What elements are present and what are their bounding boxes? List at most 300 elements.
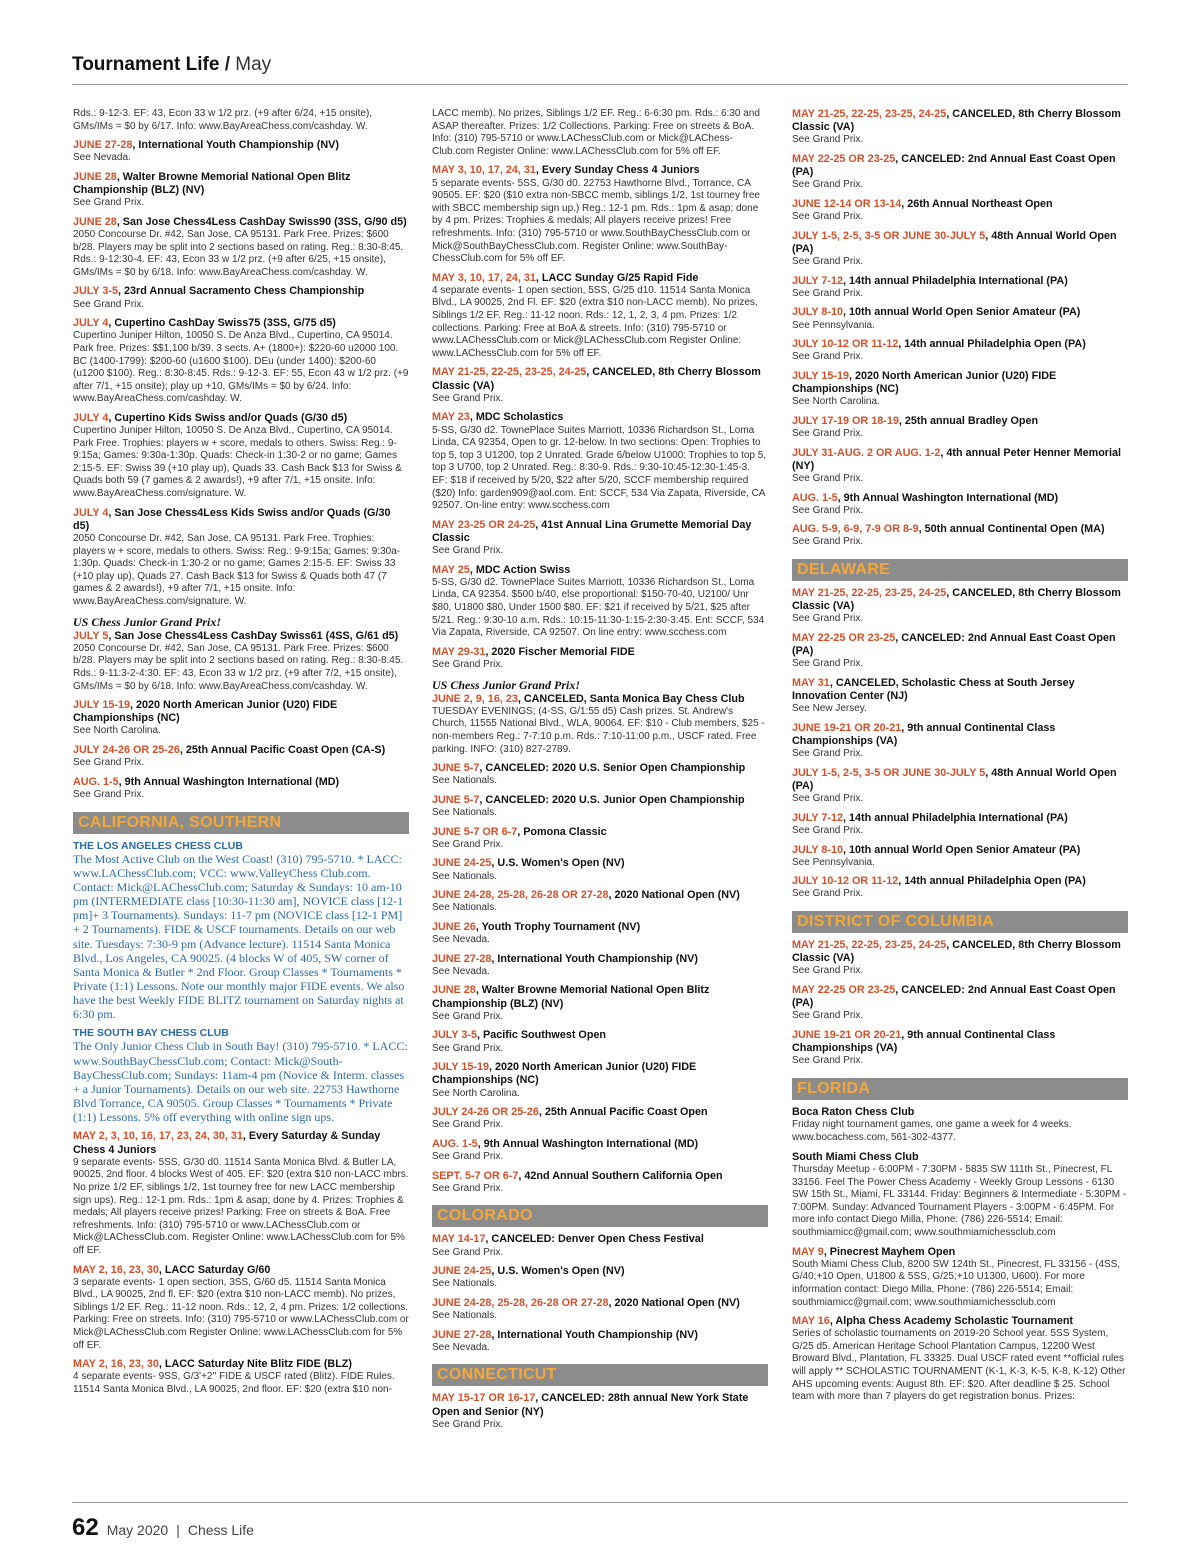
entry-title: [73, 744, 409, 757]
tournament-entry: [792, 1029, 1128, 1068]
entry-date: JUNE 5-7 OR 6-7: [432, 825, 518, 838]
entry-name: , Youth Trophy Tournament (NV): [475, 920, 641, 933]
entry-date: JULY 31-AUG. 2 OR AUG. 1-2: [792, 446, 941, 459]
entry-body: 4 separate events- 9SS, G/3'+2'' FIDE & USCF rated (Blitz). FIDE Rules. 11514 Santa Monica Blvd., LA 90025, 2nd floor. EF: $20 (extra $10 non-: [73, 1371, 395, 1395]
entry-date: MAY 31: [792, 676, 830, 689]
entry-date: JUNE 24-25: [432, 857, 492, 870]
entry-body: See Grand Prix.: [792, 472, 864, 484]
entry-name: , 2020 North American Junior (U20) FIDE Championships (NC): [792, 369, 1057, 396]
entry-body: See Pennsylvania.: [792, 856, 875, 868]
entry-name: , 9th Annual Washington International (MD): [118, 775, 340, 788]
entry-name: , CANCELED, 8th Cherry Blossom Classic (VA): [792, 108, 1121, 134]
grand-prix-label: US Chess Junior Grand Prix!: [73, 614, 222, 629]
entry-date: MAY 22-25 OR 23-25: [792, 631, 896, 644]
tournament-entry: [432, 1392, 768, 1431]
entry-date: JULY 15-19: [792, 369, 850, 382]
tournament-entry: [792, 1315, 1128, 1404]
column-3: [792, 108, 1128, 1492]
entry-date: JULY 10-12 OR 11-12: [792, 338, 899, 351]
entry-title: [432, 1170, 768, 1183]
entry-date: MAY 2, 16, 23, 30: [73, 1358, 159, 1371]
entry-title: [432, 762, 768, 775]
entry-date: JULY 24-26 OR 25-26: [73, 744, 180, 757]
entry-date: MAY 29-31: [432, 645, 486, 658]
entry-name: , CANCELED: 2nd Annual East Coast Open (PA): [792, 631, 1116, 658]
tournament-entry: [432, 646, 768, 672]
entry-title: [73, 776, 409, 789]
entry-name: , LACC Saturday Nite Blitz FIDE (BLZ): [158, 1358, 352, 1371]
club-listing: [792, 1106, 1128, 1145]
entry-date: JULY 15-19: [73, 699, 131, 712]
tournament-entry: [432, 1329, 768, 1355]
entry-title: [792, 722, 1128, 748]
entry-title: [73, 412, 409, 425]
entry-body: See Grand Prix.: [792, 658, 864, 670]
entry-name: , CANCELED: 2020 U.S. Senior Open Championship: [479, 762, 746, 775]
entry-name: , 14th annual Philadelphia International (PA): [843, 811, 1068, 824]
tournament-entry: [432, 1029, 768, 1055]
club-name: South Miami Chess Club: [792, 1150, 919, 1163]
entry-name: , San Jose Chess4Less CashDay Swiss90 (3SS, G/90 d5): [116, 215, 407, 228]
tournament-entry: [73, 171, 409, 210]
entry-date: AUG. 1-5: [792, 491, 838, 504]
entry-date: JULY 4: [73, 317, 109, 330]
entry-date: JUNE 12-14 OR 13-14: [792, 197, 902, 210]
tournament-entry: [792, 984, 1128, 1023]
running-head: [72, 54, 271, 76]
entry-date: JUNE 26: [432, 920, 476, 933]
entry-date: SEPT. 5-7 OR 6-7: [432, 1169, 519, 1182]
entry-body: See Grand Prix.: [432, 1010, 504, 1022]
entry-title: [792, 198, 1128, 211]
entry-date: MAY 2, 16, 23, 30: [73, 1263, 159, 1276]
entry-body: See Grand Prix.: [432, 545, 504, 557]
entry-title: [432, 1061, 768, 1087]
entry-name: , CANCELED: 28th annual New York State Open and Senior (NY): [432, 1392, 749, 1418]
entry-body: See Nevada.: [432, 1341, 490, 1353]
entry-name: , 2020 North American Junior (U20) FIDE Championships (NC): [73, 699, 338, 725]
tournament-entry: [792, 632, 1128, 671]
club-name: THE SOUTH BAY CHESS CLUB: [73, 1027, 229, 1040]
entry-name: , CANCELED: 2nd Annual East Coast Open (PA): [792, 983, 1116, 1010]
entry-name: , 23rd Annual Sacramento Chess Championship: [118, 285, 365, 298]
entry-body: LACC memb). No prizes, Siblings 1/2 EF. Reg.: 6-6:30 pm. Rds.: 6:30 and ASAP thereafter. Prizes: 1/2 Collections. Parking: Free on streets & BoA. Info: (310) 795-5710 or www.LAChessClub.com or Mick@LAChess-Club.com Register Online: www.LAChessClub.com for 5% off EF.: [432, 108, 760, 157]
footer-rule: [72, 1502, 1128, 1503]
footer-separator: |: [176, 1522, 180, 1538]
tournament-entry: [792, 875, 1128, 901]
entry-date: AUG. 5-9, 6-9, 7-9 OR 8-9: [792, 523, 919, 536]
entry-body: See Grand Prix.: [792, 824, 864, 836]
entry-name: , International Youth Championship (NV): [491, 952, 698, 965]
tournament-entry: [792, 812, 1128, 838]
entry-title: [73, 699, 409, 725]
section-title: Tournament Life: [72, 54, 220, 75]
entry-body: See North Carolina.: [73, 725, 161, 737]
entry-title: [432, 857, 768, 870]
entry-title: [432, 366, 768, 392]
tournament-entry: [73, 1264, 409, 1353]
tournament-entry: [792, 198, 1128, 224]
entry-name: , 25th Annual Pacific Coast Open: [538, 1106, 708, 1119]
entry-name: , U.S. Women's Open (NV): [491, 857, 625, 870]
state-heading: DELAWARE: [792, 559, 1128, 581]
tournament-entry: [792, 844, 1128, 870]
entry-name: , 14th annual Philadelphia Open (PA): [898, 875, 1086, 888]
entry-body: See Grand Prix.: [73, 757, 145, 769]
entry-name: , CANCELED, Santa Monica Bay Chess Club: [517, 692, 745, 705]
entry-body: 2050 Concourse Dr. #42, San Jose, CA 95131. Park Free. Prizes: $600 b/28. Players may be split into 2 sections based on rating. Reg.: 8:30-8:45. Rds.: 9-11:3-2-4:30. EF: 43, Econ 33 w 1/2 prz. (+9 after 7/2, +15 onsite), GMs/IMs = $0 by 6/18. Info: www.BayAreaChess.com/cashday. W.: [73, 642, 404, 692]
entry-name: , 14th annual Philadelphia Open (PA): [898, 338, 1086, 351]
entry-body: See Nationals.: [432, 775, 498, 787]
state-heading: DISTRICT OF COLUMBIA: [792, 911, 1128, 933]
entry-title: [73, 1358, 409, 1371]
entry-body: See Nevada.: [432, 965, 490, 977]
entry-body: See Grand Prix.: [792, 965, 864, 977]
entry-body: See New Jersey.: [792, 703, 867, 715]
club-description: Friday night tournament games, one game a week for 4 weeks. www.bocachess.com, 561-302-4377.: [792, 1119, 1072, 1143]
entry-title: [432, 826, 768, 839]
entry-name: , 26th Annual Northeast Open: [901, 197, 1053, 210]
entry-title: [792, 275, 1128, 288]
entry-name: , 9th Annual Washington International (MD): [477, 1137, 699, 1150]
entry-title: [432, 164, 768, 177]
entry-body: See Grand Prix.: [792, 351, 864, 363]
entry-date: MAY 15-17 OR 16-17: [432, 1392, 536, 1405]
entry-title: [792, 812, 1128, 825]
tournament-entry: [792, 415, 1128, 441]
tournament-entry: [432, 1138, 768, 1164]
entry-title: [432, 889, 768, 902]
entry-name: , San Jose Chess4Less Kids Swiss and/or Quads (G/30 d5): [73, 506, 391, 532]
entry-name: , CANCELED: Denver Open Chess Festival: [485, 1233, 704, 1246]
entry-body: See North Carolina.: [432, 1087, 520, 1099]
entry-title: [792, 844, 1128, 857]
grand-prix-label: US Chess Junior Grand Prix!: [432, 677, 581, 692]
entry-date: AUG. 1-5: [73, 775, 119, 788]
entry-name: , 25th annual Bradley Open: [898, 414, 1039, 427]
footer: [72, 1514, 254, 1542]
entry-body: South Miami Chess Club, 8200 SW 124th St., Pinecrest, FL 33156 - (4SS, G/40;+10 Open, U1800 & 5SS, G/25;+10 U1300, U600). For more information contact: Diego Milla, Phone: (786) 226-5514; Email: southmiamicc@gmail.com; www.southmiamichessclub.com: [792, 1258, 1121, 1308]
entry-title: [73, 171, 409, 197]
entry-title: [432, 1106, 768, 1119]
tournament-entry: [792, 230, 1128, 269]
entry-title: [792, 677, 1128, 703]
entry-title: [792, 108, 1128, 134]
entry-date: JUNE 5-7: [432, 793, 480, 806]
entry-name: , U.S. Women's Open (NV): [491, 1265, 625, 1278]
entry-title: [792, 447, 1128, 473]
tournament-entry: [792, 677, 1128, 716]
entry-name: , 48th Annual World Open (PA): [792, 766, 1117, 792]
entry-body: Cupertino Juniper Hilton, 10050 S. De Anza Blvd., Cupertino, CA 95014. Park free. Prizes: $$1,100 b/39. 3 sects. A+ (1800+): $220-60 u2000 100. BC (1400-1799): $200-60 (u1600 $100). DEu (under 1400): $200-60 (u1200 $100). Reg.: 8:30-8:45. Rds.: 9-12-3. EF: 55, Econ 43 w 1/2 prz. (+9 after 7/1, +15 onsite); play up +10, GMs/IMs = $0 by 6/24. Info: www.BayAreaChess.com/cashday. W.: [73, 330, 409, 405]
entry-name: , Alpha Chess Academy Scholastic Tournament: [829, 1315, 1074, 1328]
entry-title: [73, 1264, 409, 1277]
column-1: [73, 108, 409, 1492]
tournament-entry: [432, 1061, 768, 1100]
entry-date: JULY 7-12: [792, 811, 844, 824]
entry-body: Cupertino Juniper Hilton, 10050 S. De Anza Blvd., Cupertino, CA 95014. Park Free. Trophies: players w + score, medals to others. Swiss: Reg.: 9-9:15a; Games: 9:30a-1:30p. Quads: Check-in 1:30-2 or no game; Games 2:15-5. EF: Swiss 39 (+10 play up), Quads 33. Cash Back $13 for Swiss & Quads both 59 (7 games & 2 awards!), +9 after 7/1, +15 onsite. Info: www.BayAreaChess.com/signature. W.: [73, 425, 402, 500]
tournament-entry: [792, 275, 1128, 301]
entry-name: , 41st Annual Lina Grumette Memorial Day Classic: [432, 518, 752, 544]
entry-date: JULY 17-19 OR 18-19: [792, 414, 899, 427]
entry-name: , 25th Annual Pacific Coast Open (CA-S): [179, 744, 386, 757]
tournament-entry: [432, 921, 768, 947]
entry-title: [792, 984, 1128, 1010]
tournament-entry: [432, 857, 768, 883]
entry-name: , LACC Saturday G/60: [158, 1263, 271, 1276]
entry-name: , LACC Sunday G/25 Rapid Fide: [535, 271, 699, 284]
tournament-entry: [792, 1246, 1128, 1310]
tournament-entry: [432, 794, 768, 820]
page-number: 62: [72, 1514, 99, 1541]
tournament-entry: [792, 108, 1128, 147]
entry-body: TUESDAY EVENINGS; (4-SS, G/1:55 d5) Cash prizes. St. Andrew's Church, 11555 National Blvd., WLA, 90064. EF: $10 - Club members, $25 - non-members Reg.: 7-7:10 p.m. Rds.: 7:10-11:00 p.m., USCF rated. Free parking. INFO: (310) 827-2789.: [432, 705, 765, 755]
entry-name: , CANCELED: 2nd Annual East Coast Open (PA): [792, 152, 1116, 179]
entry-name: , 10th annual World Open Senior Amateur (PA): [843, 843, 1081, 856]
tournament-entry: [73, 108, 409, 133]
tournament-entry: [432, 411, 768, 512]
entry-date: JUNE 24-25: [432, 1265, 492, 1278]
tournament-entry: [792, 939, 1128, 978]
entry-date: JUNE 19-21 OR 20-21: [792, 721, 902, 734]
entry-name: , MDC Scholastics: [469, 411, 564, 424]
tournament-entry: [432, 272, 768, 361]
state-heading: FLORIDA: [792, 1078, 1128, 1100]
entry-title: [792, 230, 1128, 256]
entry-body: 5-SS, G/30 d2. TownePlace Suites Marriott, 10336 Richardson St., Loma Linda, CA 92354, Open to gr. 12-below. In two sections: Open: Trophies to top 5, top 3 U1200, top 2 Unrated. Grade 6/below U1000: Trophies to top 5, top 3 U700, top 2 Unrated. Reg.: 8:30-9. Rds.: 9:30-10:45-12:30-1:45-3. EF: $18 if received by 5/20, $22 after 5/20, SCCF membership required ($20) Info: garden909@aol.com. Ent: SCCF, 534 Via Zapata, Riverside, CA 92507. On-line entry: www.scchess.com: [432, 424, 767, 512]
entry-body: See Grand Prix.: [432, 392, 504, 404]
tournament-entry: [432, 564, 768, 640]
state-heading: CALIFORNIA, SOUTHERN: [73, 812, 409, 834]
entry-title: [432, 953, 768, 966]
club-listing: [792, 1151, 1128, 1240]
entry-body: See Grand Prix.: [792, 1055, 864, 1067]
entry-body: See Grand Prix.: [432, 1042, 504, 1054]
column-2: [432, 108, 768, 1492]
entry-title: [73, 216, 409, 229]
entry-body: 5 separate events- 5SS, G/30 d0. 22753 Hawthorne Blvd., Torrance, CA 90505. EF: $20 ($10 extra non-SBCC memb, siblings 1/2, 1st tourney free with SBCC membership sign up.) Reg.: 12-1 pm. Rds.: 1pm & asap; done by 4 pm. Prizes: Trophies & medals; All players receive prizes! Free refreshments. Info: (310) 795-5710 or www.SouthBayChessClub.com or Mick@SouthBayChessClub.com. Register Online: www.SouthBay-ChessClub.com for 5% off EF.: [432, 177, 760, 265]
entry-date: MAY 21-25, 22-25, 23-25, 24-25: [792, 108, 947, 120]
entry-title: [73, 285, 409, 298]
entry-title: [432, 564, 768, 577]
tournament-entry: [73, 216, 409, 280]
entry-date: JUNE 27-28: [432, 1328, 492, 1341]
entry-title: [792, 415, 1128, 428]
tournament-entry: [792, 306, 1128, 332]
tournament-entry: [792, 370, 1128, 409]
entry-body: 9 separate events- 5SS, G/30 d0. 11514 Santa Monica Blvd. & Butler LA, 90025, 2nd floor. 4 blocks West of 405. EF: $20 (extra $10 non-LACC mbrs. No prize 1/2 EF, siblings 1/2, 1st tourney free for new LACC membership sign ups). Reg.: 12-1 pm. Rds.: 1pm & asap; done by 4. Prizes: Trophies & medals; All players receive prizes! Parking: Free on streets & BoA. Free refreshments. Info: (310) 795-5710 or www.LAChessClub.com or Mick@LAChessClub.com. Register Online: www.LAChessClub.com for 5% off EF.: [73, 1156, 409, 1256]
entry-title: [73, 630, 409, 643]
entry-body: 2050 Concourse Dr. #42, San Jose, CA 95131. Park Free. Trophies: players w + score, medals to others. Swiss: Reg.: 9-9:15a; Games: 9:30a-1:30p. Quads: Check-in 1:30-2 or no game; Games 2:15-5. EF: Swiss 33 (+10 play up), Quads 27. Cash Back $13 for Swiss & Quads both 47 (7 games & 2 awards!), +9 after 7/1, +15 onsite. Info: www.BayAreaChess.com/signature. W.: [73, 533, 401, 607]
entry-body: 2050 Concourse Dr. #42, San Jose, CA 95131. Park Free. Prizes: $600 b/28. Players may be split into 2 sections based on rating. Reg.: 8:30-8:45. Rds.: 9-12:30-4. EF: 43, Econ 33 w 1/2 prz. (+9 after 6/25, +15 onsite), GMs/IMs = $0 by 6/18. Info: www.BayAreaChess.com/cashday. W.: [73, 229, 404, 278]
entry-name: , CANCELED, 8th Cherry Blossom Classic (VA): [792, 939, 1121, 965]
tournament-entry: [432, 693, 768, 757]
entry-body: See Grand Prix.: [432, 838, 504, 850]
entry-name: , MDC Action Swiss: [469, 563, 571, 576]
entry-date: JULY 4: [73, 411, 109, 424]
entry-name: , 2020 North American Junior (U20) FIDE Championships (NC): [432, 1061, 697, 1087]
entry-title: [792, 1246, 1128, 1259]
entry-name: , 2020 National Open (NV): [608, 1296, 740, 1309]
entry-date: MAY 23: [432, 411, 470, 424]
entry-title: [432, 1029, 768, 1042]
club-description: The Most Active Club on the West Coast! (310) 795-5710. * LACC: www.LAChessClub.com; VCC: www.ValleyChess Club.com. Contact: Mick@LAChessClub.com; Saturday & Sundays: 10 am-10 pm (INTERMEDIATE class [10:30-11:30 am], NOVICE class [12-1 pm]+ 3 Tournaments). Sundays: 11-7 pm (NOVICE class [12-1 PM] + 2 Tournaments). FIDE & USCF tournaments. Details on our web site. Tuesdays: 7:30-9 pm (Advance lecture). 11514 Santa Monica Blvd., Los Angeles, CA 90025. (4 blocks W of 405, SW corner of Santa Monica & Butler * 2nd Floor. Group Classes * Tournaments * Private (1:1) Lessons. Note our monthly major FIDE events. We also have the best Weekly FIDE BLITZ tournament on Saturday nights at 6:30 pm.: [73, 851, 405, 1022]
tournament-entry: [432, 984, 768, 1023]
entry-name: , Walter Browne Memorial National Open Blitz Championship (BLZ) (NV): [432, 984, 710, 1010]
entry-body: See Grand Prix.: [432, 1151, 504, 1163]
entry-name: , 2020 National Open (NV): [608, 889, 740, 902]
club-name: THE LOS ANGELES CHESS CLUB: [73, 839, 243, 852]
entry-title: [432, 984, 768, 1010]
entry-title: [792, 939, 1128, 965]
entry-title: [792, 632, 1128, 658]
entry-date: MAY 21-25, 22-25, 23-25, 24-25: [792, 939, 947, 952]
entry-title: [792, 587, 1128, 613]
entry-body: 4 separate events- 1 open section, 5SS, G/25 d10. 11514 Santa Monica Blvd., LA 90025, 2nd Fl. EF: $20 (extra $10 non-LACC memb). No prizes, Siblings 1/2 EF. Reg.: 11-12 noon. Rds.: 12, 1, 2, 3, 4 pm. Prizes: 1/2 collections. Parking: Free at BoA & streets. Info: (310) 795-5710 or www.LAChessClub.com or Mick@LAChessClub.com Register Online: www.LAChessClub.com for 5% off EF.: [432, 284, 758, 359]
entry-title: [792, 1315, 1128, 1328]
entry-name: , Cupertino Kids Swiss and/or Quads (G/30 d5): [108, 411, 348, 424]
entry-name: , CANCELED, Scholastic Chess at South Jersey Innovation Center (NJ): [792, 676, 1075, 703]
tournament-entry: [432, 108, 768, 158]
entry-name: , Pinecrest Mayhem Open: [823, 1245, 956, 1258]
entry-body: See Grand Prix.: [792, 748, 864, 760]
entry-title: [432, 1297, 768, 1310]
tournament-entry: [792, 338, 1128, 364]
tournament-entry: [432, 889, 768, 915]
entry-body: See Grand Prix.: [432, 658, 504, 670]
state-heading: COLORADO: [432, 1205, 768, 1227]
entry-body: See Nationals.: [432, 1278, 498, 1290]
entry-body: See North Carolina.: [792, 396, 880, 408]
entry-date: MAY 14-17: [432, 1233, 486, 1246]
entry-date: JUNE 27-28: [432, 952, 492, 965]
entry-body: 5-SS, G/30 d2. TownePlace Suites Marriott, 10336 Richardson St., Loma Linda, CA 92354. $500 b/40, else proportional: $150-70-40, U2100/ Unr $80, U1800 $80, Under 1500 $80. EF: $21 if received by 5/21, $25 after 5/21. Reg.: 9:30-10 a.m. Rds.: 10:15-11:30-1:15-2:30-3:45. Ent: SCCF, 534 Via Zapata, Riverside, CA 92507. On line entry: www.scchess.com: [432, 576, 765, 639]
entry-body: See Grand Prix.: [432, 1182, 504, 1194]
entry-date: MAY 21-25, 22-25, 23-25, 24-25: [792, 587, 947, 600]
tournament-entry: [432, 519, 768, 558]
entry-name: , CANCELED, 8th Cherry Blossom Classic (VA): [792, 587, 1121, 613]
entry-body: See Grand Prix.: [792, 427, 864, 439]
entry-body: See Grand Prix.: [792, 888, 864, 900]
entry-body: See Grand Prix.: [432, 1119, 504, 1131]
entry-date: JULY 4: [73, 506, 109, 519]
entry-date: MAY 22-25 OR 23-25: [792, 983, 896, 996]
entry-date: JUNE 24-28, 25-28, 26-28 OR 27-28: [432, 889, 609, 902]
entry-date: MAY 23-25 OR 24-25: [432, 518, 536, 531]
entry-date: MAY 9: [792, 1245, 824, 1258]
entry-body: See Nevada.: [432, 934, 490, 946]
tournament-entry: [792, 523, 1128, 549]
entry-date: JUNE 5-7: [432, 762, 480, 775]
entry-title: [432, 411, 768, 424]
tournament-entry: [792, 767, 1128, 806]
entry-title: [432, 1392, 768, 1418]
entry-title: [432, 693, 768, 706]
entry-body: See Grand Prix.: [792, 255, 864, 267]
entry-title: [792, 1029, 1128, 1055]
entry-date: JUNE 2, 9, 16, 23: [432, 692, 518, 705]
entry-name: , International Youth Championship (NV): [132, 139, 339, 152]
entry-body: Rds.: 9-12-3. EF: 43, Econ 33 w 1/2 prz. (+9 after 6/24, +15 onsite), GMs/IMs = $0 by 6/17. Info: www.BayAreaChess.com/cashday. W.: [73, 108, 373, 132]
entry-name: , 4th annual Peter Henner Memorial (NY): [792, 446, 1122, 472]
head-slash: /: [224, 54, 230, 75]
tournament-entry: [432, 762, 768, 788]
entry-date: JULY 5: [73, 629, 109, 642]
entry-body: See Nationals.: [432, 902, 498, 914]
entry-date: JULY 1-5, 2-5, 3-5 OR JUNE 30-JULY 5: [792, 229, 986, 242]
entry-date: MAY 16: [792, 1315, 830, 1328]
entry-title: [432, 646, 768, 659]
entry-title: [792, 153, 1128, 179]
entry-body: See Grand Prix.: [792, 287, 864, 299]
entry-date: JULY 24-26 OR 25-26: [432, 1106, 539, 1119]
entry-body: See Grand Prix.: [792, 134, 864, 146]
tournament-entry: [432, 826, 768, 852]
magazine-name: Chess Life: [187, 1522, 254, 1538]
tournament-entry: [432, 953, 768, 979]
tournament-entry: [792, 722, 1128, 761]
entry-name: , Cupertino CashDay Swiss75 (3SS, G/75 d5): [108, 317, 336, 330]
tournament-entry: [432, 1297, 768, 1323]
entry-date: JULY 8-10: [792, 843, 844, 856]
entry-date: JUNE 28: [73, 170, 117, 183]
entry-date: MAY 21-25, 22-25, 23-25, 24-25: [432, 366, 587, 379]
entry-body: See Grand Prix.: [792, 793, 864, 805]
entry-name: , 10th annual World Open Senior Amateur (PA): [843, 306, 1081, 319]
entry-date: AUG. 1-5: [432, 1137, 478, 1150]
entry-date: JULY 7-12: [792, 274, 844, 287]
entry-name: , 9th annual Continental Class Championships (VA): [792, 1028, 1056, 1055]
entry-body: See Nationals.: [432, 807, 498, 819]
entry-body: See Nationals.: [432, 870, 498, 882]
club-listing: [73, 1027, 409, 1124]
entry-name: , Pacific Southwest Open: [477, 1029, 607, 1042]
entry-title: [432, 1265, 768, 1278]
tournament-entry: [432, 1170, 768, 1196]
entry-body: See Grand Prix.: [73, 298, 145, 310]
tournament-entry: [73, 630, 409, 694]
entry-body: See Grand Prix.: [792, 536, 864, 548]
entry-title: [792, 492, 1128, 505]
club-description: Thursday Meetup - 6:00PM - 7:30PM - 5835 SW 111th St., Pinecrest, FL 33156. Feel The Power Chess Academy - Weekly Group Lessons - 6130 SW 15th St., Miami, FL 33144. Friday: Beginners & Intermediate - 5:30PM - 7:00PM. Sunday: Advanced Tournament Players - 3:00PM - 6:45PM. For more info contact Diego Milla, Phone: (786) 226-5514; Email: southmiamicc@gmail.com; www.southmiamichessclub.com: [792, 1164, 1127, 1238]
entry-title: [432, 794, 768, 807]
entry-name: , Every Sunday Chess 4 Juniors: [535, 164, 700, 177]
entry-body: See Grand Prix.: [73, 197, 145, 209]
entry-body: See Pennsylvania.: [792, 319, 875, 331]
entry-body: See Grand Prix.: [792, 504, 864, 516]
tournament-entry: [73, 285, 409, 311]
entry-body: 3 separate events- 1 open section, 3SS, G/60 d5. 11514 Santa Monica Blvd., LA 90025, 2nd fl. EF: $20 (extra $10 non-LACC memb). No prizes, Siblings 1/2 EF. Reg.: 11-12 noon. Rds.: 12, 2, 4 pm. Prizes: 1/2 collections. Parking: Free on streets. Info: (310) 795-5710 or www.LAChessClub.com or Mick@LAChessClub.com Register Online: www.LAChessClub.com for 5% off EF.: [73, 1276, 409, 1351]
entry-name: , 14th annual Philadelphia International (PA): [843, 274, 1068, 287]
entry-title: [432, 519, 768, 545]
tournament-entry: [73, 744, 409, 770]
entry-date: MAY 2, 3, 10, 16, 17, 23, 24, 30, 31: [73, 1130, 243, 1143]
entry-name: , Pomona Classic: [517, 825, 607, 838]
entry-title: [792, 875, 1128, 888]
entry-title: [73, 139, 409, 152]
entry-date: JULY 15-19: [432, 1061, 490, 1074]
entry-date: JULY 10-12 OR 11-12: [792, 875, 899, 888]
entry-date: MAY 25: [432, 563, 470, 576]
entry-body: See Grand Prix.: [792, 613, 864, 625]
tournament-entry: [73, 317, 409, 406]
issue-date: May 2020: [106, 1522, 169, 1538]
tournament-entry: [792, 587, 1128, 626]
tournament-entry: [73, 699, 409, 738]
state-heading: CONNECTICUT: [432, 1364, 768, 1386]
entry-date: JULY 1-5, 2-5, 3-5 OR JUNE 30-JULY 5: [792, 766, 986, 779]
entry-title: [73, 1130, 409, 1156]
